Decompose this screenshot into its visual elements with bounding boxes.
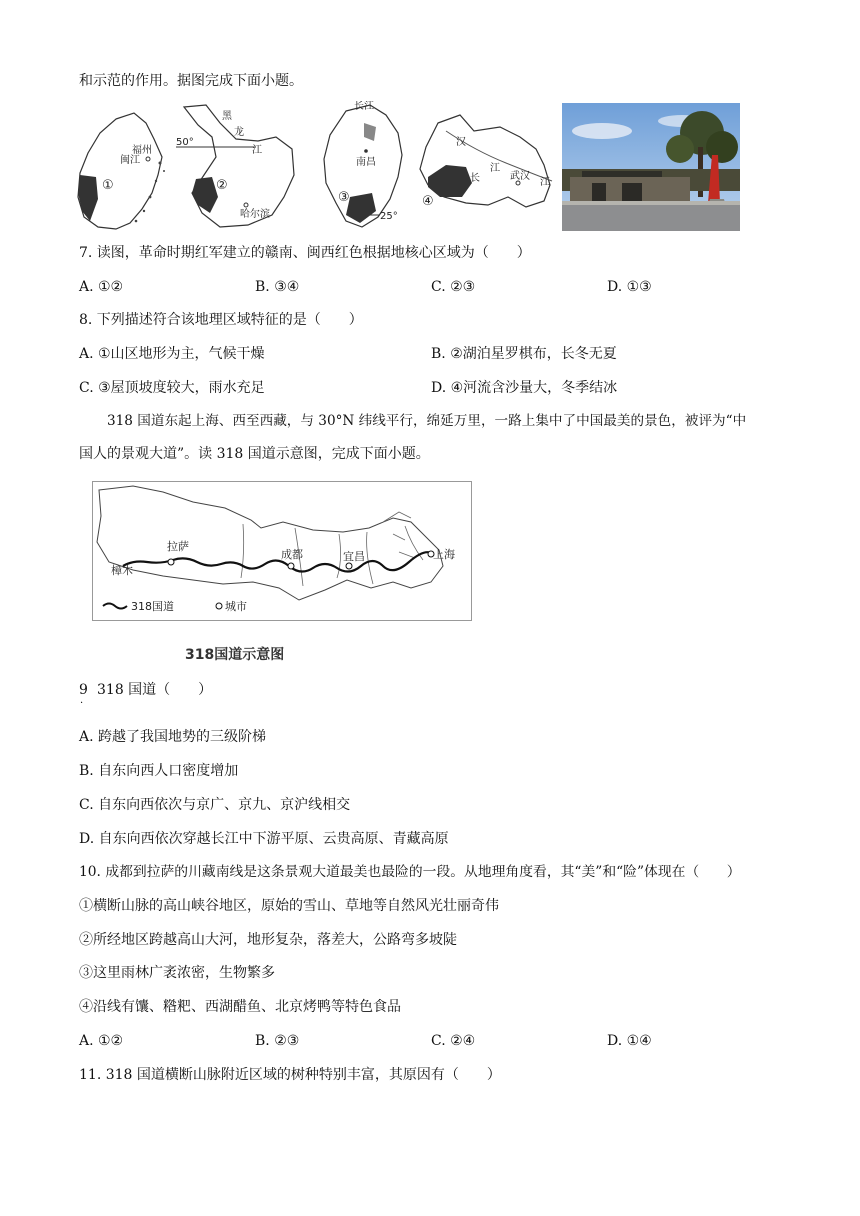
map-1-fujian — [76, 101, 168, 233]
map2-river-char2: 龙 — [234, 127, 244, 138]
passage-line-1: 318 国道东起上海、西至西藏，与 30°N 纬线平行，绵延万里，一路上集中了中国最美的景色，被评为“中 — [107, 413, 747, 429]
q7-option-d[interactable]: D. ①③ — [607, 279, 652, 295]
passage-line-2: 国人的景观大道”。读 318 国道示意图，完成下面小题。 — [79, 446, 430, 462]
q9-option-d[interactable]: D. 自东向西依次穿越长江中下游平原、云贵高原、青藏高原 — [79, 831, 449, 847]
map3-top-label: 长江 — [354, 101, 374, 112]
q10-item-2: ②所经地区跨越高山大河，地形复杂，落差大，公路弯多坡陡 — [79, 932, 457, 948]
legend-road-icon — [103, 604, 127, 609]
map-3-jiangxi — [320, 101, 410, 233]
map2-number: ② — [216, 178, 228, 193]
q10-stem: 10. 成都到拉萨的川藏南线是这条景观大道最美也最险的一段。从地理角度看，其“美”和“险”体现在（ ） — [79, 864, 741, 880]
map3-latitude: 25° — [380, 211, 398, 222]
q7-stem: 7. 读图，革命时期红军建立的赣南、闽西红色根据地核心区域为（ ） — [79, 245, 531, 261]
q7-option-c[interactable]: C. ②③ — [431, 279, 476, 295]
legend-city-label: 城市 — [225, 600, 247, 613]
map4-river-char3: 长 — [470, 173, 480, 184]
q8-option-b[interactable]: B. ②湖泊星罗棋布，长冬无夏 — [431, 346, 617, 362]
q8-stem: 8. 下列描述符合该地理区域特征的是（ ） — [79, 312, 363, 328]
q7-option-a[interactable]: A. ①② — [79, 279, 124, 295]
city-yichang: 宜昌 — [343, 550, 365, 563]
map4-river-char1: 汉 — [456, 137, 466, 148]
map4-edge-label: 江 — [540, 177, 550, 188]
map2-city: 哈尔滨 — [240, 209, 270, 220]
route-318-map — [92, 481, 472, 621]
route-map-caption: 318国道示意图 — [185, 647, 285, 663]
map-2-heilongjiang — [176, 101, 298, 233]
map4-number: ④ — [422, 194, 434, 209]
map1-number: ① — [102, 178, 114, 193]
q8-option-d[interactable]: D. ④河流含沙量大，冬季结冰 — [431, 380, 618, 396]
q10-item-1: ①横断山脉的高山峡谷地区，原始的雪山、草地等自然风光壮丽奇伟 — [79, 898, 499, 914]
q8-option-c[interactable]: C. ③屋顶坡度较大，雨水充足 — [79, 380, 265, 396]
map2-river-char3: 江 — [252, 145, 262, 156]
q10-option-d[interactable]: D. ①④ — [607, 1033, 652, 1049]
intro-text: 和示范的作用。据图完成下面小题。 — [79, 73, 303, 89]
city-shanghai: 上海 — [433, 548, 455, 561]
map-4-hubei — [416, 101, 556, 233]
q9-stem: 318 国道（ ） — [97, 682, 213, 698]
map2-river-char1: 黑 — [222, 111, 232, 122]
city-lasa: 拉萨 — [167, 540, 189, 553]
map4-city: 武汉 — [510, 171, 530, 182]
map1-city2: 闽江 — [120, 155, 140, 166]
map3-city: 南昌 — [356, 157, 376, 168]
city-zhangmu: 樟木 — [111, 564, 133, 577]
q9-number: 9 — [79, 682, 88, 698]
q9-option-a[interactable]: A. 跨越了我国地势的三级阶梯 — [79, 729, 267, 745]
q9-option-b[interactable]: B. 自东向西人口密度增加 — [79, 763, 239, 779]
q7-option-b[interactable]: B. ③④ — [255, 279, 300, 295]
map4-river-char2: 江 — [490, 163, 500, 174]
legend-city-icon — [216, 603, 222, 609]
memorial-photo — [562, 103, 740, 231]
map2-latitude: 50° — [176, 137, 194, 148]
q9-option-c[interactable]: C. 自东向西依次与京广、京九、京沪线相交 — [79, 797, 351, 813]
map3-number: ③ — [338, 190, 350, 205]
q11-stem: 11. 318 国道横断山脉附近区域的树种特别丰富，其原因有（ ） — [79, 1067, 501, 1083]
q10-item-3: ③这里雨林广袤浓密，生物繁多 — [79, 965, 275, 981]
city-chengdu: 成都 — [281, 548, 303, 561]
q10-option-c[interactable]: C. ②④ — [431, 1033, 476, 1049]
map1-city1: 福州 — [132, 145, 152, 156]
q10-item-4: ④沿线有馕、糌粑、西湖醋鱼、北京烤鸭等特色食品 — [79, 999, 401, 1015]
q9-dot: · — [80, 698, 84, 709]
q10-option-a[interactable]: A. ①② — [79, 1033, 124, 1049]
legend-road-label: 318国道 — [131, 600, 174, 613]
q10-option-b[interactable]: B. ②③ — [255, 1033, 300, 1049]
q8-option-a[interactable]: A. ①山区地形为主，气候干燥 — [79, 346, 265, 362]
